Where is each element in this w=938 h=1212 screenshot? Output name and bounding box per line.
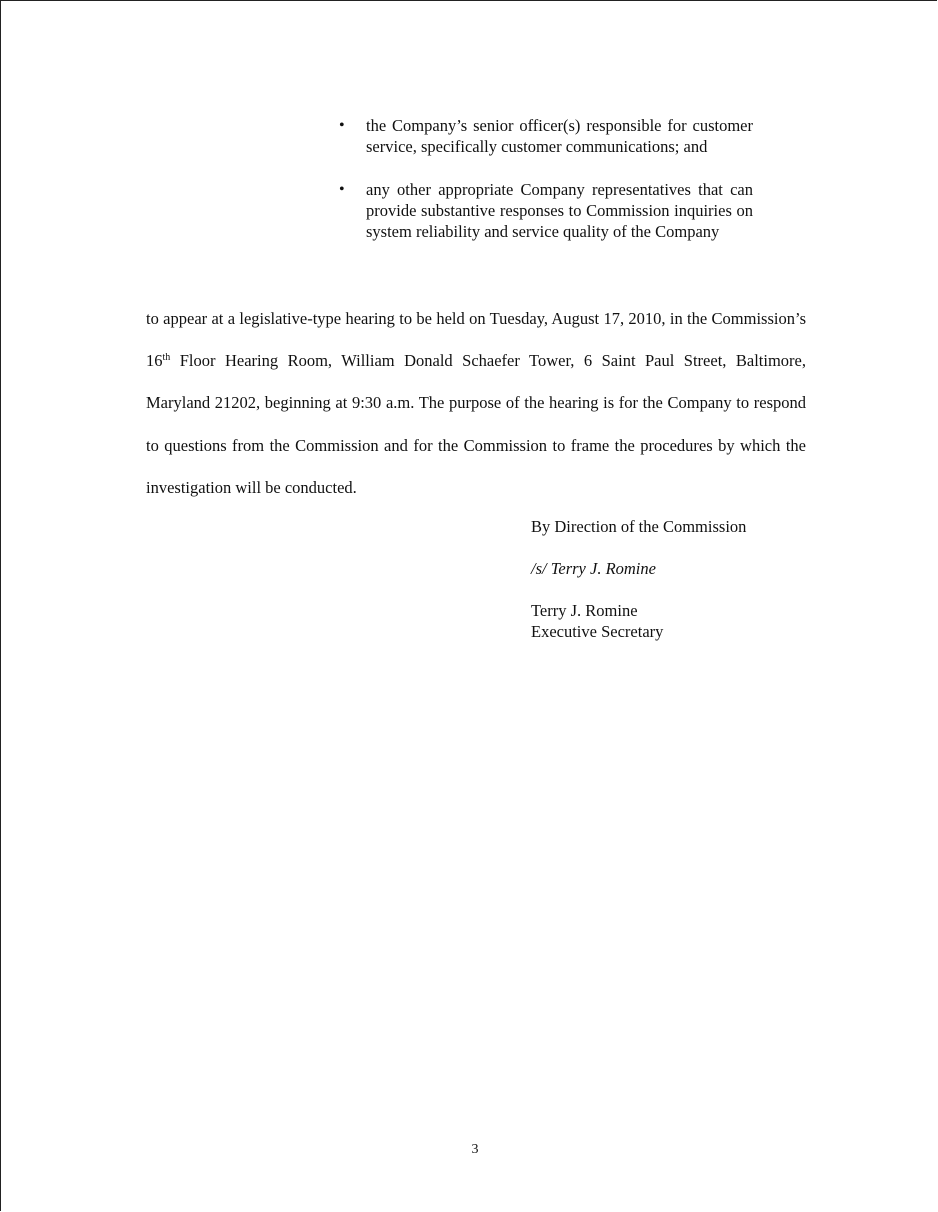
bullet-item-senior-officers	[337, 115, 753, 157]
ordinal-superscript: th	[162, 352, 171, 364]
bullet-item-other-representatives	[337, 179, 753, 242]
paragraph-text-part-1: to appear at a legislative-type hearing to be held on Tuesday, August 17, 2010, in the Commission’s 16	[146, 309, 806, 371]
bullet-icon: •	[339, 181, 345, 198]
bullet-icon: •	[339, 117, 345, 134]
page-number: 3	[471, 1142, 479, 1157]
paragraph-text-part-2: Floor Hearing Room, William Donald Schaefer Tower, 6 Saint Paul Street, Baltimore, Maryland 21202, beginning at 9:30 a.m. The purpose of the hearing is for the Company to respond to questions from the Commission and for the Commission to frame the procedures by which the investigation will be conducted.	[146, 351, 806, 497]
bullet-text: any other appropriate Company representatives that can provide substantive responses to Commission inquiries on system reliability and service quality of the Company	[366, 180, 753, 241]
slash-signature: /s/ Terry J. Romine	[531, 559, 656, 578]
signatory-name: Terry J. Romine	[531, 601, 638, 620]
hearing-paragraph	[146, 298, 806, 509]
signatory-title: Executive Secretary	[531, 622, 664, 641]
bullet-list	[337, 115, 753, 264]
signature-direction: By Direction of the Commission	[531, 517, 747, 536]
bullet-text: the Company’s senior officer(s) responsible for customer service, specifically customer communications; and	[366, 116, 753, 156]
